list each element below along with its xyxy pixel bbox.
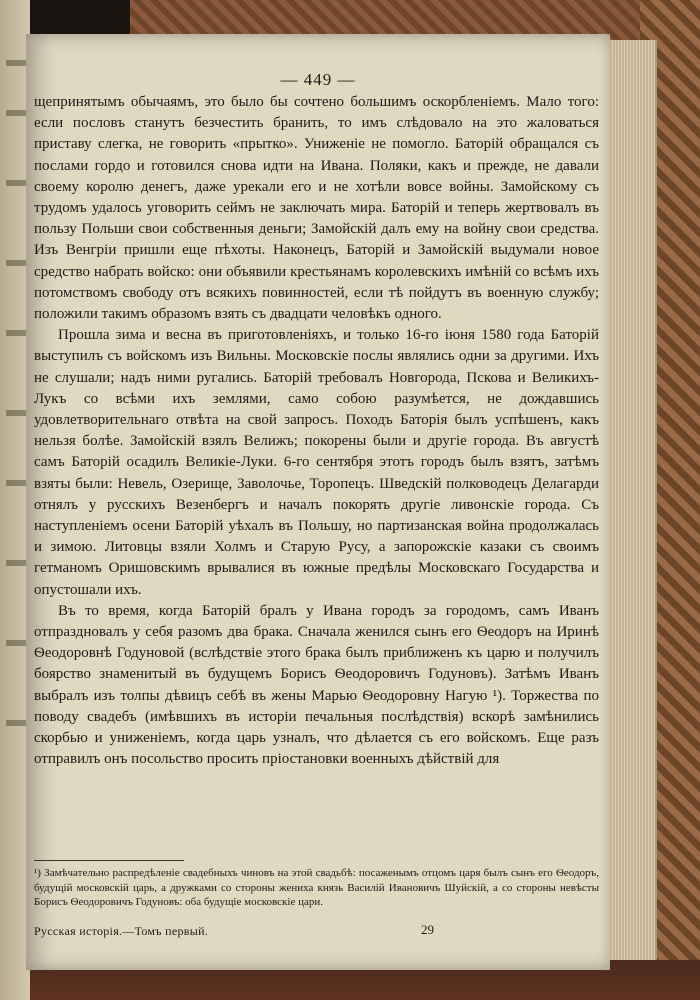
page-number: — 449 — [280,70,356,89]
footnote: ¹) Замѣчательно распредѣленіе свадебныхъ чиновъ на этой свадьбѣ: посаженымъ отцомъ царя былъ сынъ его Ѳеодоръ, будущій московскій царь, а дружками со стороны жениха князь Василій Ивановичъ Шуйскій, а со стороны невѣсты Борисъ Ѳеодоровичъ Годуновъ: оба будущіе московскіе цари. [34,867,599,908]
paragraph: Прошла зима и весна въ приготовленіяхъ, и только 16-го іюня 1580 года Баторій выступилъ съ войскомъ изъ Вильны. Московскіе послы являлись одни за другими. Ихъ не слушали; надъ ними ругались. Баторій требовалъ Новгорода, Пскова и Великихъ-Лукъ со всѣми ихъ землями, само собою разумѣется, не дождавшись удовлетворительнаго отвѣта на свой запросъ. Походъ Баторія былъ успѣшенъ, какъ нельзя болѣе. Замойскій взялъ Велижъ; покорены были и другіе города. Въ августѣ самъ Баторій осадилъ Великіе-Луки. 6-го сентября этотъ городъ былъ взятъ, затѣмъ взяты были: Невель, Озерище, Заволочье, Торопецъ. Шведскій полководецъ Делагарди отнялъ у русскихъ Везенбергъ и началъ покорять другіе ливонскіе города. Съ наступленіемъ осени Баторій уѣхалъ въ Польшу, но партизанская война продолжалась и зимою. Литовцы взяли Холмъ и Старую Русу, а запорожскіе казаки съ своимъ гетманомъ Оришовскимъ врывалися въ южные предѣлы Московскаго Государства и опустошали ихъ. [34,327,599,598]
signature-mark: 29 [421,922,434,937]
book-page [26,34,610,970]
paragraph: Въ то время, когда Баторій бралъ у Ивана городъ за городомъ, самъ Иванъ отпраздновалъ у себя разомъ два брака. Сначала женился сынъ его Ѳеодоръ на Иринѣ Ѳеодоровнѣ Годуновой (вслѣдствіе этого брака былъ приближенъ къ царю и получилъ боярство знаменитый въ будущемъ Борисъ Ѳеодоровичъ Годуновъ). Затѣмъ Иванъ выбралъ изъ толпы дѣвицъ себѣ въ жены Марью Ѳеодоровну Нагую ¹). Торжества по поводу свадебъ (имѣвшихъ въ исторіи печальныя послѣдствія) вскорѣ замѣнились скорбью и униженіемъ, когда царь узналъ, что дѣлается съ его войскомъ. Еще разъ отправилъ онъ посольство просить пріостановки военныхъ дѣйствій для [34,602,599,768]
paragraph: щепринятымъ обычаямъ, это было бы сочтено большимъ оскорбленіемъ. Мало того: если пословъ станутъ безчестить бранить, то имъ слѣдовало на это жаловаться приставу слегка, не говорить «прытко». Униженіе не помогло. Баторій обращался съ послами гордо и готовился снова идти на Ивана. Поляки, какъ и прежде, не давали своему королю денегъ, даже урекали его и не хотѣли вовсе войны. Замойскому съ трудомъ удалось уговорить сеймъ не заключать мира. Баторій и теперь жертвовалъ въ пользу Польши свои собственныя деньги; Замойскій далъ ему на войну свои средства. Изъ Венгріи пришли еще пѣхоты. Наконецъ, Баторій и Замойскій выдумали новое средство набрать войско: они объявили крестьянамъ королевскихъ имѣній со всѣмъ ихъ потомствомъ свободу отъ всякихъ повинностей, если тѣ пойдутъ въ военную службу; положили такимъ образомъ взять съ двадцати человѣкъ одного. [34,94,599,323]
page-body-text [34,92,599,771]
footnote-rule [34,860,184,861]
running-title: Русская исторія.—Томъ первый. [34,924,209,938]
